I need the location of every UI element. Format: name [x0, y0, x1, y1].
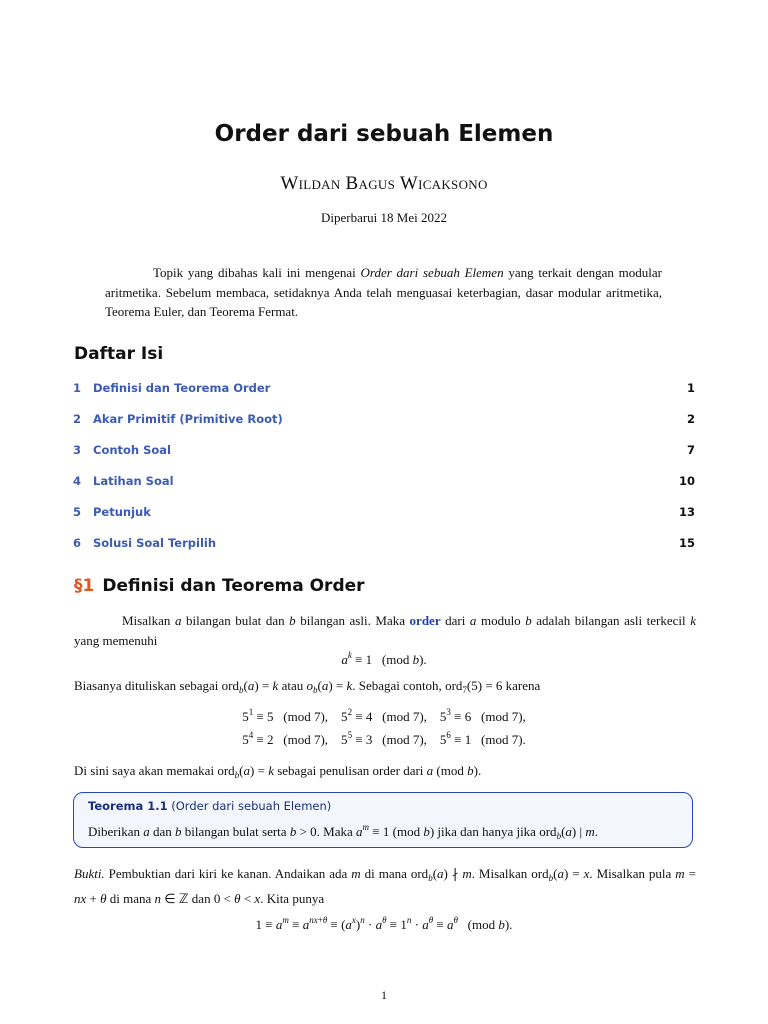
notation-paragraph: Biasanya dituliskan sebagai ord$_b$(a) = k atau $o_b(a) = k$. Sebagai contoh, ord$_7$(5) = 6 karena	[74, 678, 541, 695]
toc-link[interactable]: Definisi dan Teorema Order	[93, 381, 271, 395]
definition-paragraph: Misalkan a bilangan bulat dan b bilangan asli. Maka order dari a modulo b adalah bilangan asli terkecil k yang memenuhi	[74, 613, 696, 648]
proof-label: Bukti.	[74, 866, 105, 881]
theorem-heading: Teorema 1.1 (Order dari sebuah Elemen)	[88, 799, 332, 813]
example-equations-row1: $5^1 \equiv 5$ (mod 7), $5^2 \equiv 4$ (mod 7), $5^3 \equiv 6$ (mod 7),	[242, 707, 526, 724]
abstract-topic: Order dari sebuah Elemen	[360, 265, 504, 280]
section-heading: §1 Definisi dan Teorema Order	[74, 576, 365, 596]
toc-link[interactable]: Petunjuk	[93, 505, 151, 519]
order-keyword: order	[409, 613, 441, 628]
proof-paragraph: Bukti. Pembuktian dari kiri ke kanan. Andaikan ada m di mana ord$_b$(a) ∤ m. Misalkan ord$_b$(a) = x. Misalkan pula m = nx + θ di mana n ∈ ℤ dan 0 < θ < x. Kita punya	[74, 866, 696, 906]
theorem-box	[73, 792, 693, 848]
toc-link[interactable]: Contoh Soal	[93, 443, 172, 457]
toc-item[interactable]: 3 Contoh Soal 7	[73, 443, 695, 457]
toc-link[interactable]: Solusi Soal Terpilih	[93, 536, 217, 550]
toc-item[interactable]: 4 Latihan Soal 10	[73, 474, 695, 488]
toc-item[interactable]: 2 Akar Primitif (Primitive Root) 2	[73, 412, 695, 426]
equation-definition: $a^k \equiv 1$ (mod b).	[341, 650, 427, 667]
updated-date: Diperbarui 18 Mei 2022	[320, 210, 447, 225]
toc-link[interactable]: Latihan Soal	[93, 474, 174, 488]
toc-item[interactable]: 1 Definisi dan Teorema Order 1	[73, 381, 695, 395]
theorem-statement: Diberikan a dan b bilangan bulat serta b > 0. Maka $a^m \equiv 1$ (mod b) jika dan hanya jika ord$_b$(a) | m.	[88, 822, 598, 841]
author-name: Wildan Bagus Wicaksono	[280, 173, 488, 194]
toc-heading: Daftar Isi	[74, 344, 164, 364]
example-equations-row2: $5^4 \equiv 2$ (mod 7), $5^5 \equiv 3$ (mod 7), $5^6 \equiv 1$ (mod 7).	[242, 730, 526, 747]
page-number: 1	[381, 988, 387, 1002]
toc-item[interactable]: 6 Solusi Soal Terpilih 15	[73, 536, 695, 550]
section-mark: §1	[74, 576, 95, 596]
usage-paragraph: Di sini saya akan memakai ord$_b$(a) = k sebagai penulisan order dari a (mod b).	[74, 763, 482, 780]
toc-item[interactable]: 5 Petunjuk 13	[73, 505, 695, 519]
abstract: Topik yang dibahas kali ini mengenai Order dari sebuah Elemen yang terkait dengan modular aritmetika. Sebelum membaca, setidaknya Anda telah menguasai keterbagian, dasar modular aritmetika, Teorema Euler, dan Teorema Fermat.	[105, 265, 663, 319]
toc-link[interactable]: Akar Primitif (Primitive Root)	[93, 412, 283, 426]
document-title: Order dari sebuah Elemen	[214, 121, 554, 147]
proof-equation: $1 \equiv a^m \equiv a^{nx+\theta} \equiv (a^x)^n \cdot a^\theta \equiv 1^n \cdot a^\theta \equiv a^\theta$ (mod b).	[255, 915, 513, 932]
